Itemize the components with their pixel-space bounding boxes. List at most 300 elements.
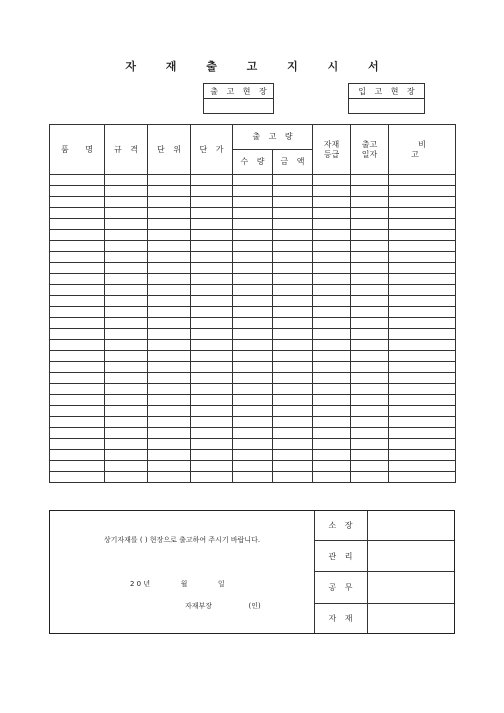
table-cell[interactable]	[50, 417, 105, 428]
table-cell[interactable]	[351, 340, 389, 351]
table-cell[interactable]	[50, 461, 105, 472]
table-row	[50, 417, 456, 428]
table-cell[interactable]	[50, 351, 105, 362]
table-cell[interactable]	[389, 208, 456, 219]
seal-mark: (인)	[248, 602, 261, 610]
table-cell[interactable]	[273, 241, 313, 252]
table-cell[interactable]	[351, 439, 389, 450]
table-cell[interactable]	[313, 186, 351, 197]
table-cell[interactable]	[50, 395, 105, 406]
table-cell[interactable]	[273, 395, 313, 406]
table-cell[interactable]	[191, 219, 233, 230]
header-material-grade-line2: 등급	[323, 149, 340, 159]
table-cell[interactable]	[313, 428, 351, 439]
header-amount: 금 액	[273, 150, 313, 175]
table-cell[interactable]	[351, 219, 389, 230]
table-cell[interactable]	[191, 285, 233, 296]
table-cell[interactable]	[389, 439, 456, 450]
table-row	[50, 274, 456, 285]
table-cell[interactable]	[233, 197, 273, 208]
table-cell[interactable]	[105, 175, 148, 186]
table-cell[interactable]	[233, 252, 273, 263]
table-cell[interactable]	[389, 285, 456, 296]
table-row	[50, 285, 456, 296]
table-row	[50, 175, 456, 186]
table-cell[interactable]	[273, 208, 313, 219]
table-cell[interactable]	[50, 450, 105, 461]
table-cell[interactable]	[191, 417, 233, 428]
table-cell[interactable]	[233, 362, 273, 373]
table-cell[interactable]	[50, 472, 105, 483]
approval-sign-management[interactable]	[368, 541, 455, 572]
table-cell[interactable]	[273, 219, 313, 230]
table-cell[interactable]	[105, 395, 148, 406]
table-cell[interactable]	[313, 406, 351, 417]
table-cell[interactable]	[313, 274, 351, 285]
table-cell[interactable]	[50, 329, 105, 340]
table-cell[interactable]	[191, 252, 233, 263]
table-cell[interactable]	[50, 175, 105, 186]
table-cell[interactable]	[233, 329, 273, 340]
table-row	[50, 307, 456, 318]
table-cell[interactable]	[273, 318, 313, 329]
table-cell[interactable]	[148, 417, 191, 428]
table-cell[interactable]	[233, 274, 273, 285]
table-cell[interactable]	[50, 362, 105, 373]
table-cell[interactable]	[313, 439, 351, 450]
header-quantity-out: 출 고 량	[233, 125, 313, 150]
table-cell[interactable]	[50, 285, 105, 296]
table-cell[interactable]	[351, 373, 389, 384]
table-cell[interactable]	[313, 329, 351, 340]
table-cell[interactable]	[50, 373, 105, 384]
table-cell[interactable]	[105, 351, 148, 362]
table-cell[interactable]	[50, 384, 105, 395]
table-cell[interactable]	[389, 318, 456, 329]
table-cell[interactable]	[105, 241, 148, 252]
table-cell[interactable]	[389, 241, 456, 252]
table-cell[interactable]	[148, 329, 191, 340]
table-cell[interactable]	[148, 274, 191, 285]
table-cell[interactable]	[191, 461, 233, 472]
table-cell[interactable]	[191, 340, 233, 351]
table-cell[interactable]	[389, 230, 456, 241]
table-cell[interactable]	[105, 384, 148, 395]
table-cell[interactable]	[50, 263, 105, 274]
table-cell[interactable]	[351, 406, 389, 417]
table-cell[interactable]	[148, 439, 191, 450]
table-cell[interactable]	[105, 340, 148, 351]
table-cell[interactable]	[148, 219, 191, 230]
table-cell[interactable]	[389, 461, 456, 472]
table-cell[interactable]	[273, 296, 313, 307]
table-cell[interactable]	[351, 329, 389, 340]
table-cell[interactable]	[105, 362, 148, 373]
table-cell[interactable]	[273, 362, 313, 373]
table-cell[interactable]	[389, 406, 456, 417]
table-cell[interactable]	[313, 373, 351, 384]
table-cell[interactable]	[233, 395, 273, 406]
table-cell[interactable]	[351, 428, 389, 439]
table-cell[interactable]	[191, 307, 233, 318]
approval-sign-engineering[interactable]	[368, 572, 455, 603]
table-cell[interactable]	[191, 241, 233, 252]
table-cell[interactable]	[233, 241, 273, 252]
table-cell[interactable]	[389, 274, 456, 285]
table-cell[interactable]	[351, 351, 389, 362]
table-cell[interactable]	[351, 186, 389, 197]
table-cell[interactable]	[191, 186, 233, 197]
table-cell[interactable]	[191, 439, 233, 450]
table-cell[interactable]	[351, 241, 389, 252]
table-cell[interactable]	[273, 230, 313, 241]
table-cell[interactable]	[233, 406, 273, 417]
table-cell[interactable]	[105, 252, 148, 263]
table-cell[interactable]	[233, 417, 273, 428]
request-statement-area	[50, 511, 315, 633]
table-row	[50, 406, 456, 417]
table-cell[interactable]	[191, 450, 233, 461]
table-row	[50, 329, 456, 340]
table-cell[interactable]	[313, 230, 351, 241]
table-cell[interactable]	[233, 296, 273, 307]
table-row	[50, 241, 456, 252]
table-row	[50, 461, 456, 472]
table-cell[interactable]	[50, 230, 105, 241]
table-cell[interactable]	[50, 307, 105, 318]
table-cell[interactable]	[148, 428, 191, 439]
table-cell[interactable]	[105, 219, 148, 230]
table-cell[interactable]	[50, 208, 105, 219]
table-cell[interactable]	[233, 285, 273, 296]
table-cell[interactable]	[389, 175, 456, 186]
table-row	[50, 230, 456, 241]
table-cell[interactable]	[148, 285, 191, 296]
table-row	[50, 219, 456, 230]
table-cell[interactable]	[389, 428, 456, 439]
table-cell[interactable]	[389, 197, 456, 208]
table-cell[interactable]	[191, 362, 233, 373]
table-cell[interactable]	[148, 241, 191, 252]
table-cell[interactable]	[191, 472, 233, 483]
table-row	[50, 197, 456, 208]
table-cell[interactable]	[273, 329, 313, 340]
table-cell[interactable]	[233, 208, 273, 219]
table-cell[interactable]	[191, 373, 233, 384]
table-cell[interactable]	[233, 472, 273, 483]
table-cell[interactable]	[50, 318, 105, 329]
table-cell[interactable]	[105, 472, 148, 483]
table-cell[interactable]	[313, 241, 351, 252]
table-cell[interactable]	[389, 252, 456, 263]
table-cell[interactable]	[389, 307, 456, 318]
table-cell[interactable]	[351, 384, 389, 395]
approval-table	[314, 511, 454, 633]
table-cell[interactable]	[313, 175, 351, 186]
table-cell[interactable]	[389, 219, 456, 230]
table-row	[50, 362, 456, 373]
table-cell[interactable]	[105, 417, 148, 428]
table-cell[interactable]	[148, 230, 191, 241]
outgoing-site-box	[203, 83, 274, 114]
table-cell[interactable]	[105, 439, 148, 450]
table-cell[interactable]	[191, 428, 233, 439]
table-row	[50, 208, 456, 219]
table-cell[interactable]	[50, 241, 105, 252]
table-cell[interactable]	[50, 252, 105, 263]
table-cell[interactable]	[233, 428, 273, 439]
table-cell[interactable]	[389, 296, 456, 307]
header-release-date-line2: 일자	[361, 149, 378, 159]
table-cell[interactable]	[148, 406, 191, 417]
table-cell[interactable]	[389, 384, 456, 395]
table-cell[interactable]	[50, 274, 105, 285]
table-cell[interactable]	[50, 406, 105, 417]
table-cell[interactable]	[148, 461, 191, 472]
table-cell[interactable]	[105, 307, 148, 318]
table-cell[interactable]	[351, 252, 389, 263]
table-cell[interactable]	[50, 197, 105, 208]
table-cell[interactable]	[313, 395, 351, 406]
signer-line	[185, 601, 261, 611]
table-cell[interactable]	[191, 175, 233, 186]
table-cell[interactable]	[351, 296, 389, 307]
date-month-label: 월	[180, 580, 188, 588]
table-cell[interactable]	[273, 186, 313, 197]
table-cell[interactable]	[273, 406, 313, 417]
table-cell[interactable]	[233, 219, 273, 230]
table-cell[interactable]	[313, 219, 351, 230]
table-row	[50, 263, 456, 274]
table-cell[interactable]	[105, 274, 148, 285]
incoming-site-field[interactable]	[349, 99, 425, 114]
approval-role-site-manager: 소 장	[314, 511, 368, 541]
table-cell[interactable]	[191, 384, 233, 395]
table-cell[interactable]	[351, 395, 389, 406]
table-cell[interactable]	[313, 450, 351, 461]
table-cell[interactable]	[273, 351, 313, 362]
table-cell[interactable]	[191, 197, 233, 208]
table-cell[interactable]	[105, 208, 148, 219]
approval-role-management: 관 리	[314, 541, 368, 572]
table-cell[interactable]	[389, 329, 456, 340]
approval-sign-site-manager[interactable]	[368, 511, 455, 541]
table-cell[interactable]	[273, 197, 313, 208]
table-cell[interactable]	[313, 340, 351, 351]
table-cell[interactable]	[148, 186, 191, 197]
document-title: 자 재 출 고 지 시 서	[125, 60, 392, 73]
table-cell[interactable]	[313, 472, 351, 483]
table-cell[interactable]	[191, 208, 233, 219]
table-cell[interactable]	[105, 285, 148, 296]
table-cell[interactable]	[148, 197, 191, 208]
table-cell[interactable]	[148, 373, 191, 384]
table-cell[interactable]	[273, 285, 313, 296]
table-cell[interactable]	[389, 395, 456, 406]
table-cell[interactable]	[105, 450, 148, 461]
table-cell[interactable]	[148, 252, 191, 263]
table-cell[interactable]	[191, 351, 233, 362]
incoming-site-box	[348, 83, 425, 114]
table-cell[interactable]	[351, 285, 389, 296]
table-cell[interactable]	[273, 439, 313, 450]
table-cell[interactable]	[351, 208, 389, 219]
table-cell[interactable]	[351, 263, 389, 274]
table-cell[interactable]	[105, 197, 148, 208]
header-material-grade-line1: 자재	[323, 139, 340, 149]
table-cell[interactable]	[313, 362, 351, 373]
table-cell[interactable]	[351, 230, 389, 241]
table-cell[interactable]	[191, 329, 233, 340]
approval-sign-materials[interactable]	[368, 603, 455, 633]
table-cell[interactable]	[191, 263, 233, 274]
table-cell[interactable]	[233, 351, 273, 362]
table-cell[interactable]	[389, 186, 456, 197]
table-cell[interactable]	[233, 263, 273, 274]
table-cell[interactable]	[233, 384, 273, 395]
table-cell[interactable]	[105, 318, 148, 329]
table-cell[interactable]	[233, 318, 273, 329]
table-cell[interactable]	[313, 461, 351, 472]
table-cell[interactable]	[389, 263, 456, 274]
table-cell[interactable]	[148, 362, 191, 373]
table-row	[50, 439, 456, 450]
header-item-name: 품 명	[50, 125, 105, 175]
table-cell[interactable]	[351, 472, 389, 483]
table-cell[interactable]	[313, 296, 351, 307]
incoming-site-label: 입 고 현 장	[349, 84, 425, 99]
table-cell[interactable]	[273, 175, 313, 186]
table-cell[interactable]	[273, 461, 313, 472]
table-cell[interactable]	[273, 417, 313, 428]
table-cell[interactable]	[233, 450, 273, 461]
table-cell[interactable]	[273, 384, 313, 395]
table-cell[interactable]	[148, 340, 191, 351]
table-cell[interactable]	[233, 175, 273, 186]
table-row	[50, 395, 456, 406]
table-cell[interactable]	[313, 384, 351, 395]
table-cell[interactable]	[313, 285, 351, 296]
table-cell[interactable]	[313, 351, 351, 362]
table-cell[interactable]	[313, 208, 351, 219]
table-cell[interactable]	[148, 296, 191, 307]
table-cell[interactable]	[233, 439, 273, 450]
table-cell[interactable]	[50, 340, 105, 351]
table-cell[interactable]	[273, 373, 313, 384]
table-cell[interactable]	[313, 252, 351, 263]
table-cell[interactable]	[313, 417, 351, 428]
table-cell[interactable]	[191, 230, 233, 241]
request-footer	[49, 510, 455, 634]
table-cell[interactable]	[191, 406, 233, 417]
header-unit-price: 단 가	[191, 125, 233, 175]
table-cell[interactable]	[233, 186, 273, 197]
table-cell[interactable]	[273, 472, 313, 483]
table-cell[interactable]	[351, 175, 389, 186]
table-cell[interactable]	[351, 461, 389, 472]
table-cell[interactable]	[148, 472, 191, 483]
signer-title: 자재부장	[185, 602, 213, 610]
table-cell[interactable]	[233, 307, 273, 318]
table-cell[interactable]	[389, 373, 456, 384]
table-cell[interactable]	[148, 175, 191, 186]
table-cell[interactable]	[389, 472, 456, 483]
table-cell[interactable]	[273, 450, 313, 461]
table-cell[interactable]	[351, 417, 389, 428]
table-cell[interactable]	[191, 296, 233, 307]
table-cell[interactable]	[105, 296, 148, 307]
table-cell[interactable]	[389, 351, 456, 362]
table-cell[interactable]	[313, 197, 351, 208]
table-cell[interactable]	[273, 307, 313, 318]
header-unit: 단 위	[148, 125, 191, 175]
table-cell[interactable]	[105, 230, 148, 241]
table-cell[interactable]	[389, 417, 456, 428]
items-table-body	[50, 175, 456, 483]
table-cell[interactable]	[191, 274, 233, 285]
header-release-date-line1: 출고	[361, 139, 378, 149]
table-cell[interactable]	[273, 252, 313, 263]
table-cell[interactable]	[351, 450, 389, 461]
table-cell[interactable]	[50, 296, 105, 307]
table-cell[interactable]	[351, 318, 389, 329]
table-cell[interactable]	[273, 340, 313, 351]
table-cell[interactable]	[233, 340, 273, 351]
table-row	[50, 351, 456, 362]
approval-role-materials: 자 재	[314, 603, 368, 633]
table-cell[interactable]	[105, 329, 148, 340]
outgoing-site-field[interactable]	[204, 99, 274, 114]
table-cell[interactable]	[389, 340, 456, 351]
table-cell[interactable]	[50, 439, 105, 450]
table-cell[interactable]	[273, 428, 313, 439]
table-cell[interactable]	[148, 307, 191, 318]
table-cell[interactable]	[148, 450, 191, 461]
table-cell[interactable]	[50, 186, 105, 197]
table-cell[interactable]	[351, 362, 389, 373]
table-cell[interactable]	[313, 263, 351, 274]
table-cell[interactable]	[389, 362, 456, 373]
table-cell[interactable]	[148, 395, 191, 406]
table-cell[interactable]	[233, 230, 273, 241]
table-cell[interactable]	[105, 263, 148, 274]
table-cell[interactable]	[50, 219, 105, 230]
table-cell[interactable]	[389, 450, 456, 461]
table-cell[interactable]	[351, 197, 389, 208]
table-cell[interactable]	[351, 274, 389, 285]
table-cell[interactable]	[105, 373, 148, 384]
table-cell[interactable]	[105, 461, 148, 472]
table-cell[interactable]	[313, 318, 351, 329]
table-cell[interactable]	[105, 406, 148, 417]
table-cell[interactable]	[233, 461, 273, 472]
table-cell[interactable]	[273, 274, 313, 285]
table-cell[interactable]	[191, 318, 233, 329]
table-cell[interactable]	[233, 373, 273, 384]
table-cell[interactable]	[148, 318, 191, 329]
table-cell[interactable]	[313, 307, 351, 318]
table-cell[interactable]	[273, 263, 313, 274]
table-cell[interactable]	[148, 208, 191, 219]
table-cell[interactable]	[351, 307, 389, 318]
table-cell[interactable]	[105, 186, 148, 197]
table-cell[interactable]	[148, 384, 191, 395]
table-cell[interactable]	[148, 351, 191, 362]
table-cell[interactable]	[148, 263, 191, 274]
table-cell[interactable]	[50, 428, 105, 439]
table-cell[interactable]	[105, 428, 148, 439]
table-cell[interactable]	[191, 395, 233, 406]
